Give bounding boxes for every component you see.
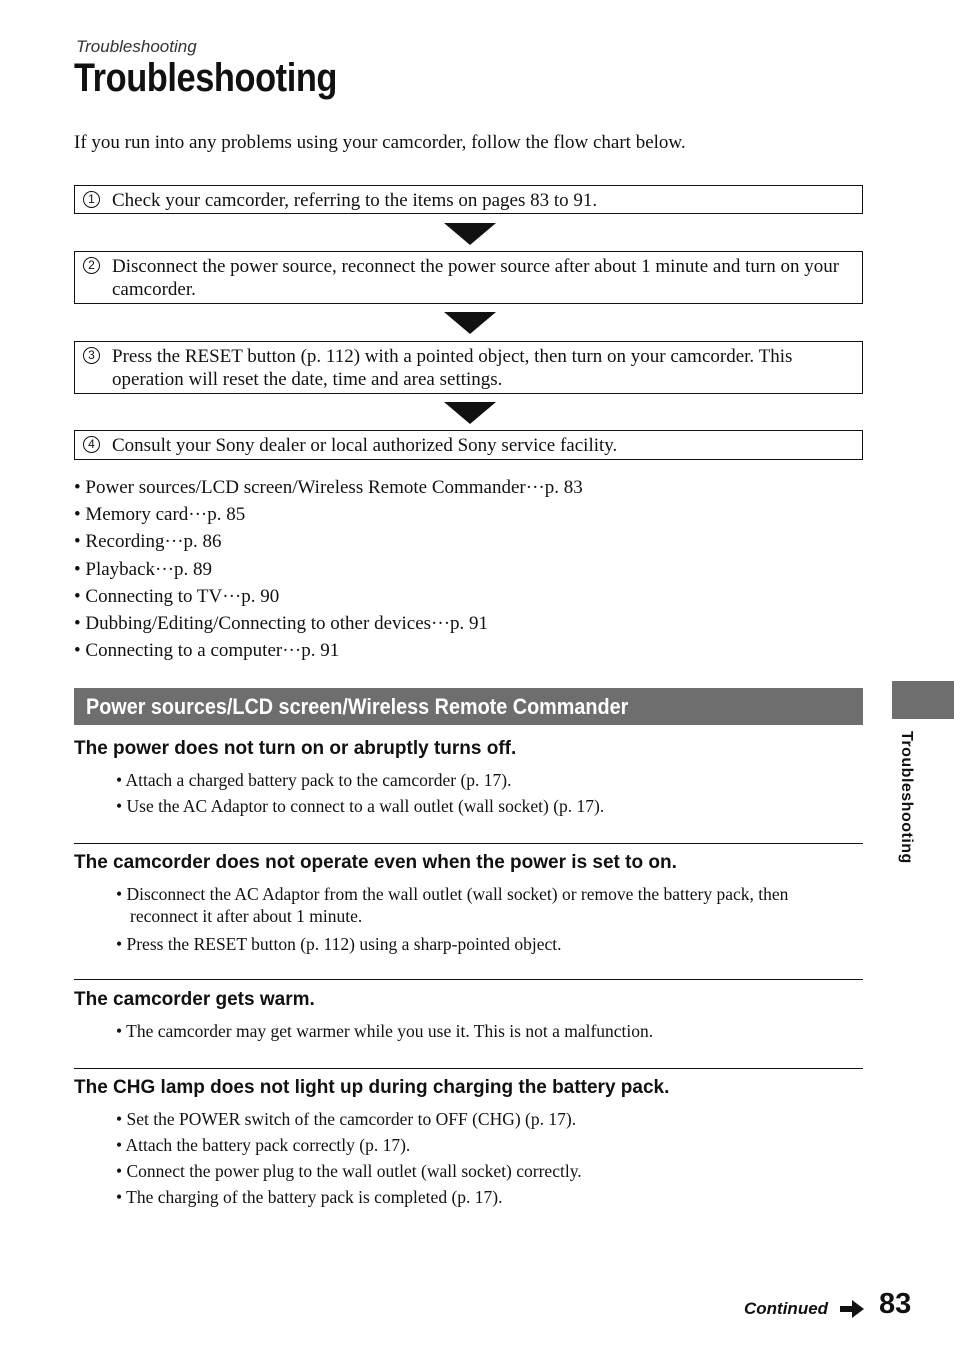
toc-item[interactable]: • Memory card···p. 85: [74, 504, 246, 526]
solution-list: [116, 767, 856, 819]
toc-item[interactable]: • Recording···p. 86: [74, 531, 222, 553]
solution-item: • Set the POWER switch of the camcorder to OFF (CHG) (p. 17).: [116, 1109, 577, 1129]
step-number-4: 4: [83, 436, 100, 453]
solution-list: [116, 1018, 856, 1044]
step-number-1: 1: [83, 191, 100, 208]
step-text: Disconnect the power source, reconnect the power source after about 1 minute and turn on your camcorder.: [112, 256, 840, 300]
toc-item[interactable]: • Playback···p. 89: [74, 558, 213, 580]
toc-item[interactable]: • Power sources/LCD screen/Wireless Remote Commander···p. 83: [74, 477, 583, 498]
solution-item: • The charging of the battery pack is completed (p. 17).: [116, 1187, 503, 1207]
page-number: 83: [879, 1288, 912, 1320]
solution-item: • Attach the battery pack correctly (p. 17).: [116, 1135, 411, 1155]
solution-item: • Connect the power plug to the wall outlet (wall socket) correctly.: [116, 1161, 582, 1181]
topic-index-list: [74, 474, 583, 664]
flow-step-1: [74, 185, 863, 214]
chapter-tab-marker: [892, 681, 954, 719]
solution-list: [116, 883, 856, 957]
page-title: Troubleshooting: [74, 56, 337, 100]
section-header: [74, 688, 863, 725]
step-text: Press the RESET button (p. 112) with a pointed object, then turn on your camcorder. This operation will reset the date, time and area settings.: [112, 346, 793, 390]
section-title: Power sources/LCD screen/Wireless Remote Commander: [86, 694, 629, 719]
step-text: Consult your Sony dealer or local authorized Sony service facility.: [112, 435, 618, 456]
running-head: Troubleshooting: [76, 37, 197, 56]
down-arrow-icon: [444, 312, 496, 334]
chapter-tab-label: Troubleshooting: [898, 731, 915, 864]
problem-heading: The camcorder gets warm.: [74, 989, 315, 1010]
solution-item: • Use the AC Adaptor to connect to a wall outlet (wall socket) (p. 17).: [116, 796, 605, 816]
flow-step-2: [74, 251, 863, 304]
flow-step-4: [74, 430, 863, 460]
continued-label: Continued: [744, 1299, 829, 1318]
divider: [74, 843, 863, 844]
problem-heading: The power does not turn on or abruptly turns off.: [74, 738, 517, 759]
step-number-2: 2: [83, 257, 100, 274]
step-number-3: 3: [83, 347, 100, 364]
down-arrow-icon: [444, 402, 496, 424]
solution-item: • Disconnect the AC Adaptor from the wall outlet (wall socket) or remove the battery pack, then reconnect it after about 1 minute.: [116, 884, 789, 926]
step-text: Check your camcorder, referring to the items on pages 83 to 91.: [112, 190, 598, 211]
solution-list: [116, 1106, 856, 1210]
intro-text: If you run into any problems using your camcorder, follow the flow chart below.: [74, 132, 686, 153]
arrow-right-icon: [840, 1300, 864, 1318]
solution-item: • The camcorder may get warmer while you use it. This is not a malfunction.: [116, 1021, 654, 1041]
flow-step-3: [74, 341, 863, 394]
solution-item: • Press the RESET button (p. 112) using a sharp-pointed object.: [116, 934, 562, 954]
divider: [74, 979, 863, 980]
toc-item[interactable]: • Dubbing/Editing/Connecting to other devices···p. 91: [74, 613, 489, 635]
problem-heading: The CHG lamp does not light up during charging the battery pack.: [74, 1077, 670, 1098]
solution-item: • Attach a charged battery pack to the camcorder (p. 17).: [116, 770, 512, 790]
down-arrow-icon: [444, 223, 496, 245]
divider: [74, 1068, 863, 1069]
toc-item[interactable]: • Connecting to TV···p. 90: [74, 585, 280, 607]
toc-item[interactable]: • Connecting to a computer···p. 91: [74, 640, 340, 662]
problem-heading: The camcorder does not operate even when the power is set to on.: [74, 852, 677, 873]
